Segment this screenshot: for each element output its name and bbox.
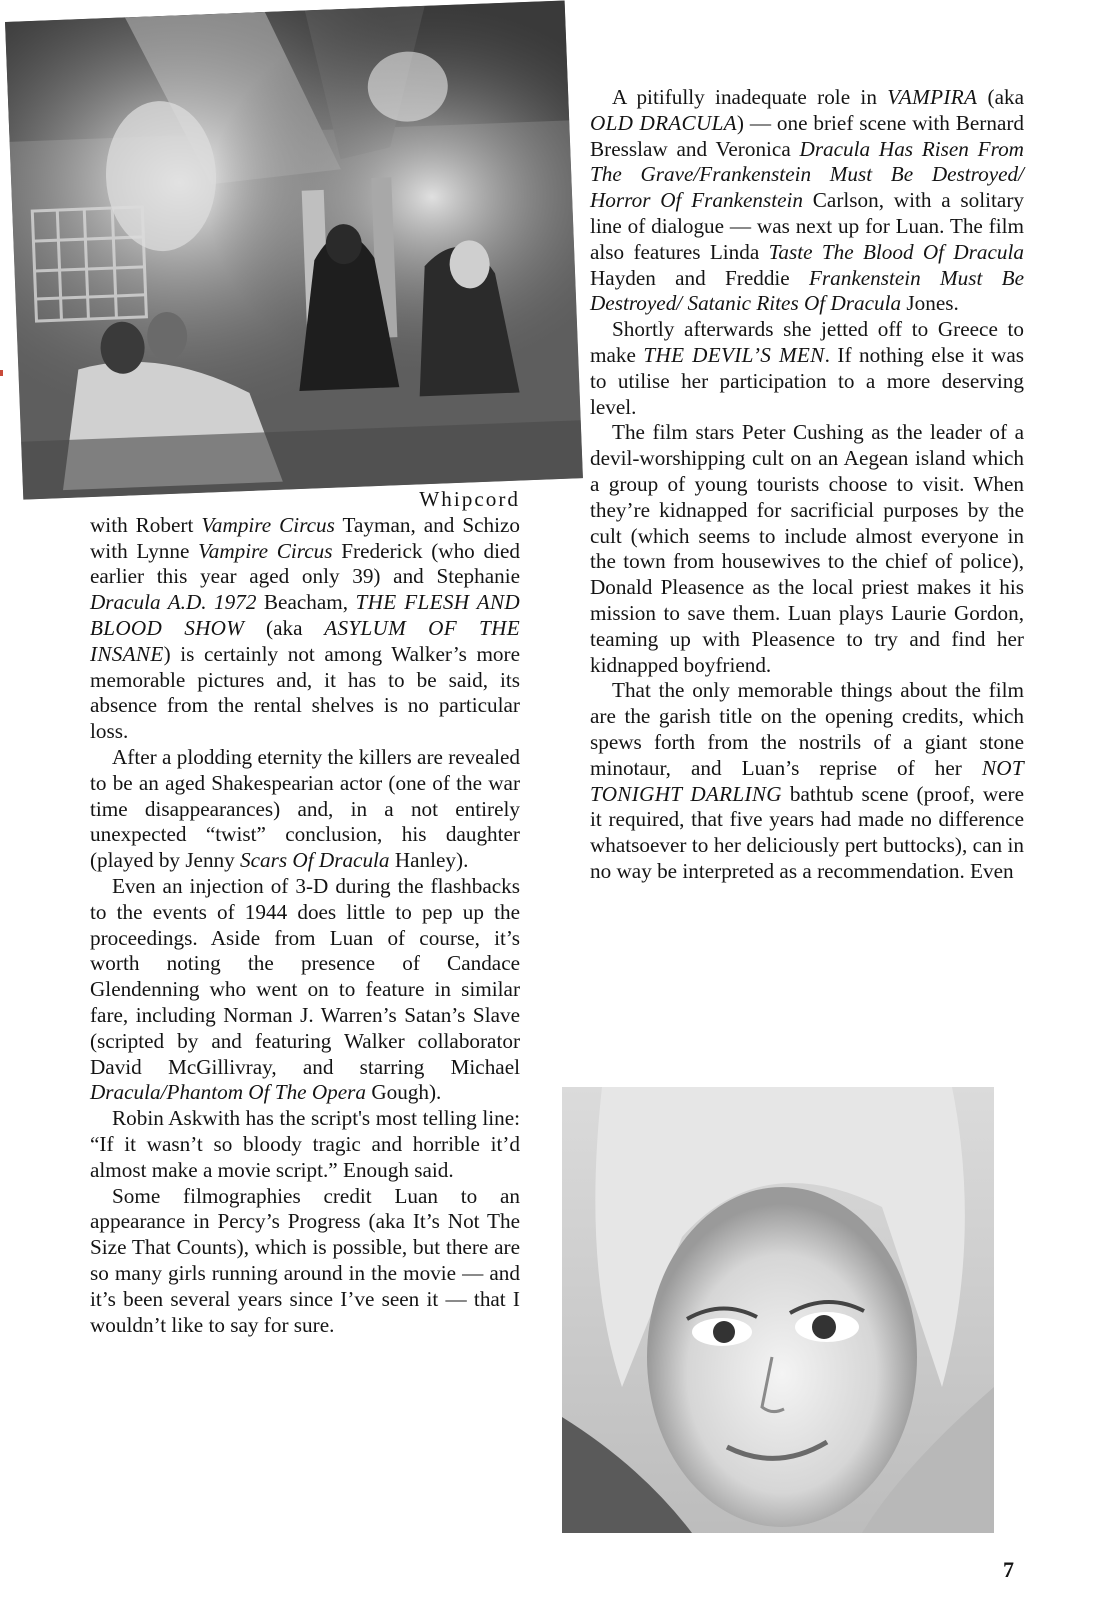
portrait-photo [562,1087,994,1533]
italic-run: VAMPIRA [887,85,978,109]
film-still-photo [5,1,583,500]
italic-run: Dracula/Phantom Of The Opera [90,1080,367,1105]
paragraph [90,874,520,1106]
page-number: 7 [1003,1557,1014,1582]
text-run: Hanley). [389,848,469,873]
paragraph: Robin Askwith has the script's most telling line: “If it wasn’t so bloody tragic and horrible it’d almost make a movie script.” Enough said. [90,1106,520,1182]
text-run: That the only memorable things about the film are the garish title on the opening credits, which spews forth from the nostrils of a giant stone minotaur, and Luan’s reprise of her [590,678,1024,780]
text-run: A pitifully inadequate role in [612,85,888,109]
italic-run: THE DEVIL’S MEN [643,342,825,367]
paragraph [590,85,1024,317]
paragraph [590,678,1024,884]
text-run: Frederick (who died earlier this year aged only 39) and Stephanie [90,538,520,589]
text-run: Hayden and Freddie [590,265,809,290]
paragraph [590,317,1024,420]
text-run: ) is certainly not among Walker’s more memorable pictures and, it has to be said, its absence from the rental shelves is no particular loss. [90,641,520,744]
text-run: ) — one brief scene with Bernard Bresslaw and Veronica [590,110,1024,161]
italic-run: Vampire Circus [198,538,333,563]
text-run: . If nothing else it was to utilise her participation to a more deserving level. [590,342,1024,419]
film-still-image [5,1,583,500]
left-text-column [90,487,520,1338]
italic-run: Vampire Circus [201,512,335,537]
italic-run: Scars Of Dracula [240,848,390,873]
text-run: (aka [977,85,1024,109]
paragraph [90,745,520,874]
italic-run: Frankenstein Must Be Destroyed/ Satanic Rites Of Dracula [590,265,1025,316]
page-edge-mark [0,370,3,376]
italic-run: OLD DRACULA [590,110,737,135]
italic-run: THE FLESH AND BLOOD SHOW [90,590,521,640]
italic-run: Dracula A.D. 1972 [90,590,257,615]
text-run: Gough). [366,1080,442,1105]
text-run: Carlson, with a solitary line of dialogue — was next up for Luan. The film also features Linda [590,188,1024,264]
continuation-word: Whipcord [419,487,520,511]
text-run: bathtub scene (proof, were it required, that five years had made no difference whatsoever to her deliciously pert buttocks), can in no way be interpreted as a recommendation. Even [590,781,1024,883]
right-text-column [590,85,1024,885]
italic-run: Dracula Has Risen From The Grave/Frankenstein Must Be Destroyed/ Horror Of Frankenstein [590,136,1024,213]
text-run: with Robert [90,512,202,537]
paragraph: Some filmographies credit Luan to an appearance in Percy’s Progress (aka It’s Not The Size That Counts), which is possible, but there are so many girls running around in the movie — and it’s been several years since I’ve seen it — that I wouldn’t like to say for sure. [90,1183,520,1337]
italic-run: NOT TONIGHT DARLING [590,755,1024,806]
text-run: Beacham, [256,590,356,615]
portrait-image [562,1087,994,1533]
text-run: Jones. [901,291,959,316]
italic-run: Taste The Blood Of Dracula [768,239,1024,264]
text-run: After a plodding eternity the killers are revealed to be an aged Shakespearian actor (one of the war time disappearances) and, in a not entirely unexpected “twist” conclusion, his daughter (played by Jenny [90,744,520,873]
text-run: Tayman, and Schizo with Lynne [90,512,521,563]
italic-run: ASYLUM OF THE INSANE [90,615,520,666]
paragraph: The film stars Peter Cushing as the leader of a devil-worshipping cult on an Aegean island which a group of young tourists choose to visit. When they’re kidnapped for sacrificial purposes by the cult (which seems to include almost everyone in the town from housewives to the chief of police), Donald Pleasence as the local priest makes it his mission to save them. Luan plays Laurie Gordon, teaming up with Pleasence to try and find her kidnapped boyfriend. [590,420,1024,677]
text-run: (aka [244,615,325,640]
text-run: Even an injection of 3-D during the flashbacks to the events of 1944 does little to pep up the proceedings. Aside from Luan of course, it’s worth noting the presence of Candace Glendenning who went on to feature in similar fare, including Norman J. Warren’s Satan’s Slave (scripted by and featuring Walker collaborator David McGillivray, and starring Michael [90,873,520,1079]
text-run: Shortly afterwards she jetted off to Greece to make [590,317,1024,367]
paragraph [90,487,520,745]
